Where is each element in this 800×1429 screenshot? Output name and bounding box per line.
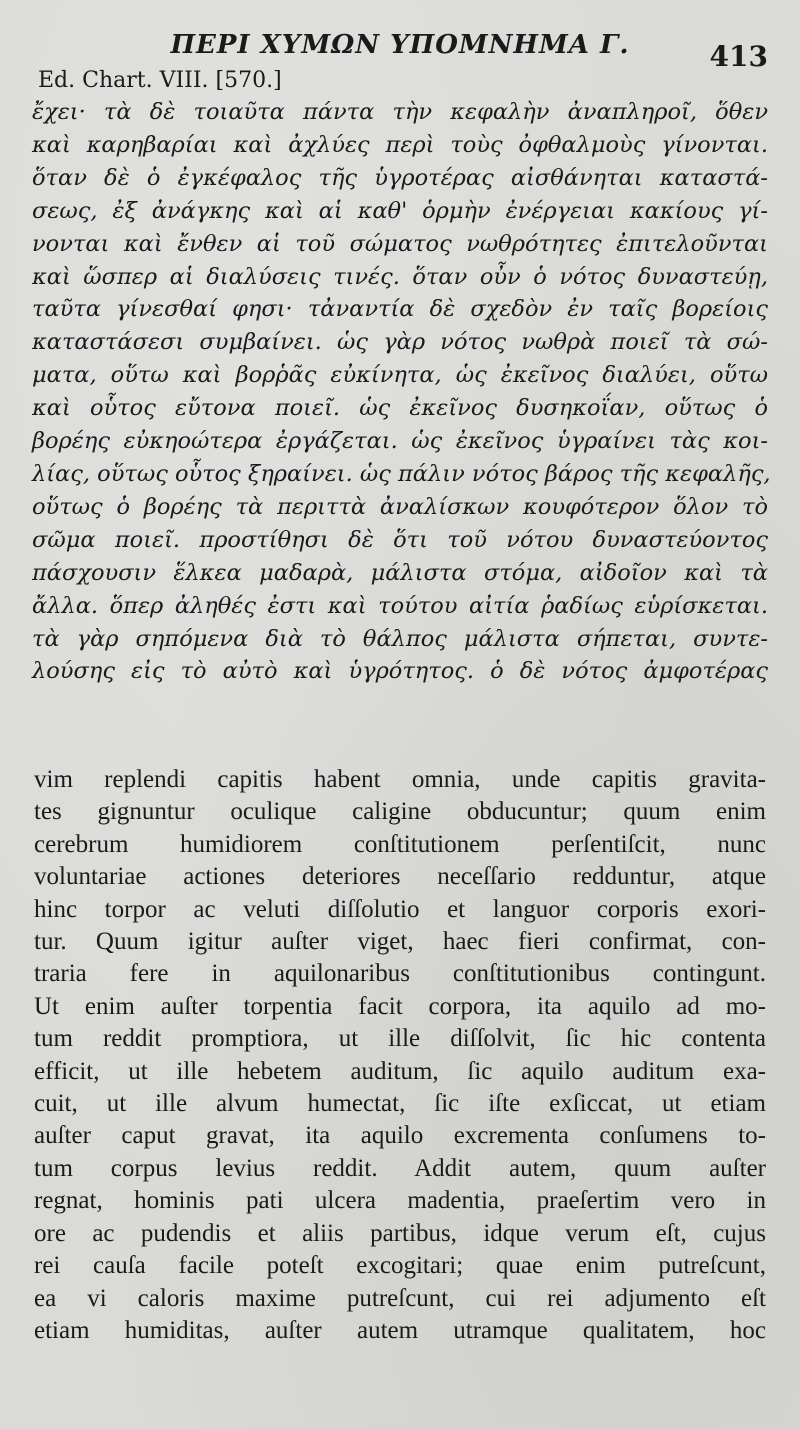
latin-text-line: etiam humiditas, auſter autem utramque qualitatem, hoc [34,1316,766,1344]
latin-text-line: tum corpus levius reddit. Addit autem, quum auſter [34,1154,766,1182]
greek-text-line: ἔχει· τὰ δὲ τοιαῦτα πάντα τὴν κεφαλὴν ἀναπληροῖ, ὅθεν [32,99,768,125]
latin-text-line: hinc torpor ac veluti diſſolutio et languor corporis exori- [34,895,766,923]
greek-text-line: τὰ γὰρ σηπόμενα διὰ τὸ θάλπος μάλιστα σήπεται, συντε- [32,625,768,652]
running-title: ΠΕΡΙ ΧΥΜΩΝ ΥΠΟΜΝΗΜΑ Γ. [170,30,630,60]
latin-text-line: regnat, hominis pati ulcera madentia, praeſertim vero in [34,1187,766,1215]
greek-text-line: καὶ οὗτος εὔτονα ποιεῖ. ὡς ἐκεῖνος δυσηκοΐαν, οὕτως ὁ [32,395,768,422]
greek-text-line: σῶμα ποιεῖ. προστίθησι δὲ ὅτι τοῦ νότου δυναστεύοντος [32,526,768,553]
latin-text-line: ore ac pudendis et aliis partibus, idque verum eſt, cujus [34,1219,766,1247]
latin-text-line: efficit, ut ille hebetem auditum, ſic aquilo auditum exa- [34,1057,766,1085]
greek-text-line: ματα, οὕτω καὶ βορῥᾶς εὐκίνητα, ὡς ἐκεῖνος διαλύει, οὕτω [32,362,768,389]
latin-text-line: auſter caput gravat, ita aquilo excrementa conſumens to- [34,1122,766,1150]
greek-text-line: ἄλλα. ὅπερ ἀληθές ἐστι καὶ τούτου αἰτία ῥαδίως εὑρίσκεται. [32,592,768,619]
greek-text-line: βορέης εὐκηοώτερα ἐργάζεται. ὡς ἐκεῖνος ὑγραίνει τὰς κοι- [32,428,768,455]
greek-text-line: καὶ καρηβαρίαι καὶ ἀχλύες περὶ τοὺς ὀφθαλμοὺς γίνονται. [32,131,768,158]
greek-text-line: καταστάσεσι συμβαίνει. ὡς γὰρ νότος νωθρὰ ποιεῖ τὰ σώ- [32,329,768,356]
latin-text-line: rei cauſa facile poteſt excogitari; quae enim putreſcunt, [34,1252,766,1280]
latin-text-line: vim replendi capitis habent omnia, unde capitis gravita- [34,766,766,793]
latin-text-line: cerebrum humidiorem conſtitutionem perſentiſcit, nunc [34,830,766,858]
greek-text-line: λίας, οὕτως οὗτος ξηραίνει. ὡς πάλιν νότος βάρος τῆς κεφαλῆς, [32,460,771,487]
greek-text-line: λούσης εἰς τὸ αὐτὸ καὶ ὑγρότητος. ὁ δὲ νότος ἀμφοτέρας [32,658,768,685]
greek-text-block [32,96,771,688]
latin-text-line: Ut enim auſter torpentia facit corpora, ita aquilo ad mo- [34,992,766,1020]
greek-text-line: πάσχουσιν ἕλκεα μαδαρὰ, μάλιστα στόμα, αἰδοῖον καὶ τὰ [32,559,768,586]
latin-text-line: tur. Quum igitur auſter viget, haec fieri confirmat, con- [34,928,766,956]
latin-text-line: traria fere in aquilonaribus conſtitutionibus contingunt. [34,960,766,988]
greek-text-line: νονται καὶ ἔνθεν αἱ τοῦ σώματος νωθρότητες ἐπιτελοῦνται [32,230,768,257]
latin-text-line: ea vi caloris maxime putreſcunt, cui rei adjumento eſt [34,1284,766,1312]
latin-text-block [34,764,766,1347]
latin-text-line: tum reddit promptiora, ut ille diſſolvit, ſic hic contenta [34,1025,766,1053]
greek-text-line: ταῦτα γίνεσθαί φησι· τἀναντία δὲ σχεδὸν ἐν ταῖς βορείοις [32,296,768,323]
edition-reference: Ed. Chart. VIII. [570.] [38,68,282,93]
latin-text-line: cuit, ut ille alvum humectat, ſic iſte exſiccat, ut etiam [34,1090,766,1118]
latin-text-line: tes gignuntur oculique caligine obducuntur; quum enim [34,798,766,826]
page-number: 413 [709,40,768,73]
greek-text-line: ὅταν δὲ ὁ ἐγκέφαλος τῆς ὑγροτέρας αἰσθάνηται καταστά- [32,164,768,191]
greek-text-line: οὕτως ὁ βορέης τὰ περιττὰ ἀναλίσκων κουφότερον ὅλον τὸ [32,493,768,520]
greek-text-line: σεως, ἐξ ἀνάγκης καὶ αἱ καθ' ὁρμὴν ἐνέργειαι κακίους γί- [32,197,768,224]
greek-text-line: καὶ ὥσπερ αἱ διαλύσεις τινές. ὅταν οὖν ὁ νότος δυναστεύῃ, [32,263,768,290]
latin-text-line: voluntariae actiones deteriores neceſſario redduntur, atque [34,863,766,891]
